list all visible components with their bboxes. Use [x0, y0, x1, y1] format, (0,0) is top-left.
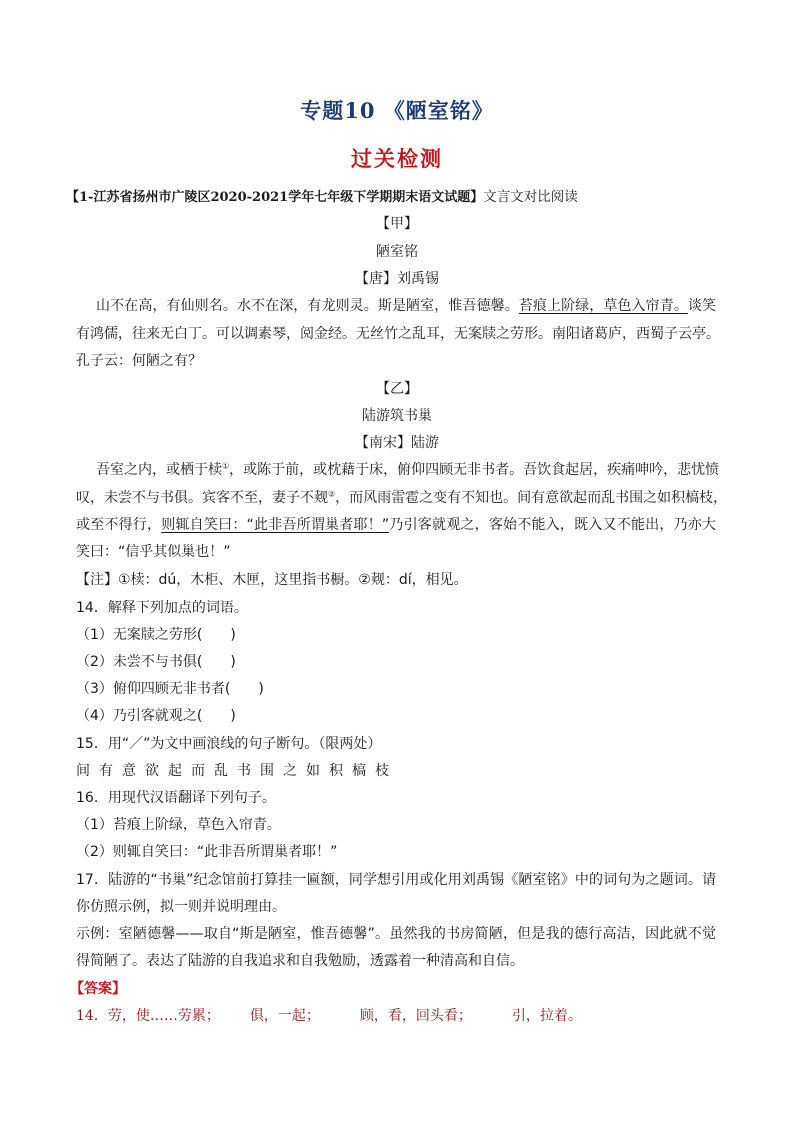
question-16-stem: 16．用现代汉语翻译下列句子。 [76, 790, 276, 806]
passage-a-line-3: 孔子云：何陋之有？ [76, 353, 202, 369]
footnote: 【注】①椟：dú，木柜、木匣，这里指书橱。②觌：dí，相见。 [76, 572, 468, 588]
question-17-example-1: 示例：室陋德馨——取自“斯是陋室，惟吾德馨”。虽然我的书房简陋，但是我的德行高洁，因此就不觉 [76, 926, 716, 942]
question-14-item: （1）无案牍之劳形( ) [76, 627, 236, 643]
passage-b-line-4: 笑曰：“信乎其似巢也！” [76, 544, 231, 560]
question-14-item: （2）未尝不与书俱( ) [76, 654, 236, 670]
footnote-mark-2: ② [328, 489, 336, 499]
question-14-item: （3）俯仰四顾无非书者( ) [76, 681, 264, 697]
question-17-line-1: 17．陆游的“书巢”纪念馆前打算挂一匾额，同学想引用或化用刘禹锡《陋室铭》中的词句为之题词。请 [76, 872, 716, 888]
page-subtitle: 过关检测 [351, 146, 443, 171]
question-17-line-2: 你仿照示例，拟一则并说明理由。 [76, 899, 286, 915]
source-tail: 文言文对比阅读 [483, 189, 578, 205]
passage-b-line-1: 吾室之内，或栖于椟①，或陈于前，或枕藉于床，俯仰四顾无非书者。吾饮食起居，疾痛呻吟，悲忧愤 [96, 461, 720, 478]
source-label: 【1-江苏省扬州市广陵区2020-2021学年七年级下学期期末语文试题】 [66, 190, 484, 205]
passage-b-line-3: 或至不得行，则辄自笑曰：“此非吾所谓巢者耶！”乃引客就观之，客始不能入，既入又不能出，乃亦大 [76, 517, 717, 533]
page-title: 专题10 《陋室铭》 [300, 98, 494, 123]
question-14-stem: 14．解释下列加点的词语。 [76, 600, 248, 616]
passage-b-author: 【南宋】陆游 [355, 435, 439, 451]
passage-a-title: 陋室铭 [376, 244, 418, 260]
passage-a-line-1: 山不在高，有仙则名。水不在深，有龙则灵。斯是陋室，惟吾德馨。苔痕上阶绿，草色入帘青。谈笑 [96, 298, 717, 314]
passage-a-label: 【甲】 [376, 216, 418, 232]
question-15-stem: 15．用“／”为文中画浪线的句子断句。（限两处） [76, 736, 382, 752]
passage-b-line-2: 叹，未尝不与书俱。宾客不至，妻子不觌②，而风雨雷雹之变有不知也。间有意欲起而乱书围之如积槁枝， [76, 489, 728, 506]
underlined-sentence: 苔痕上阶绿，草色入帘青。 [518, 298, 688, 314]
passage-a-text: 山不在高，有仙则名。水不在深，有龙则灵。斯是陋室，惟吾德馨。 [96, 298, 519, 314]
question-14-item: （4）乃引客就观之( ) [76, 708, 236, 724]
passage-b-title: 陆游筑书巢 [362, 408, 432, 424]
passage-b-label: 【乙】 [376, 381, 418, 397]
answer-label: 【答案】 [70, 981, 126, 997]
passage-a-line-2: 有鸿儒，往来无白丁。可以调素琴，阅金经。无丝竹之乱耳，无案牍之劳形。南阳诸葛庐，西蜀子云亭。 [76, 326, 720, 342]
question-17-example-2: 得简陋了。表达了陆游的自我追求和自我勉励，透露着一种清高和自信。 [76, 953, 524, 969]
passage-a-author: 【唐】刘禹锡 [355, 271, 439, 287]
question-16-item: （1）苔痕上阶绿，草色入帘青。 [76, 817, 281, 833]
question-source [66, 188, 716, 207]
underlined-sentence: 则辄自笑曰：“此非吾所谓巢者耶！” [161, 517, 390, 533]
footnote-mark-1: ① [222, 461, 230, 471]
question-16-item: （2）则辄自笑曰：“此非吾所谓巢者耶！” [76, 844, 338, 860]
question-15-sentence: 间有意欲起而乱书围之如积槁枝 [76, 763, 398, 779]
answer-14: 14．劳，使……劳累； 俱，一起； 顾，看，回头看； 引，拉着。 [76, 1008, 582, 1024]
